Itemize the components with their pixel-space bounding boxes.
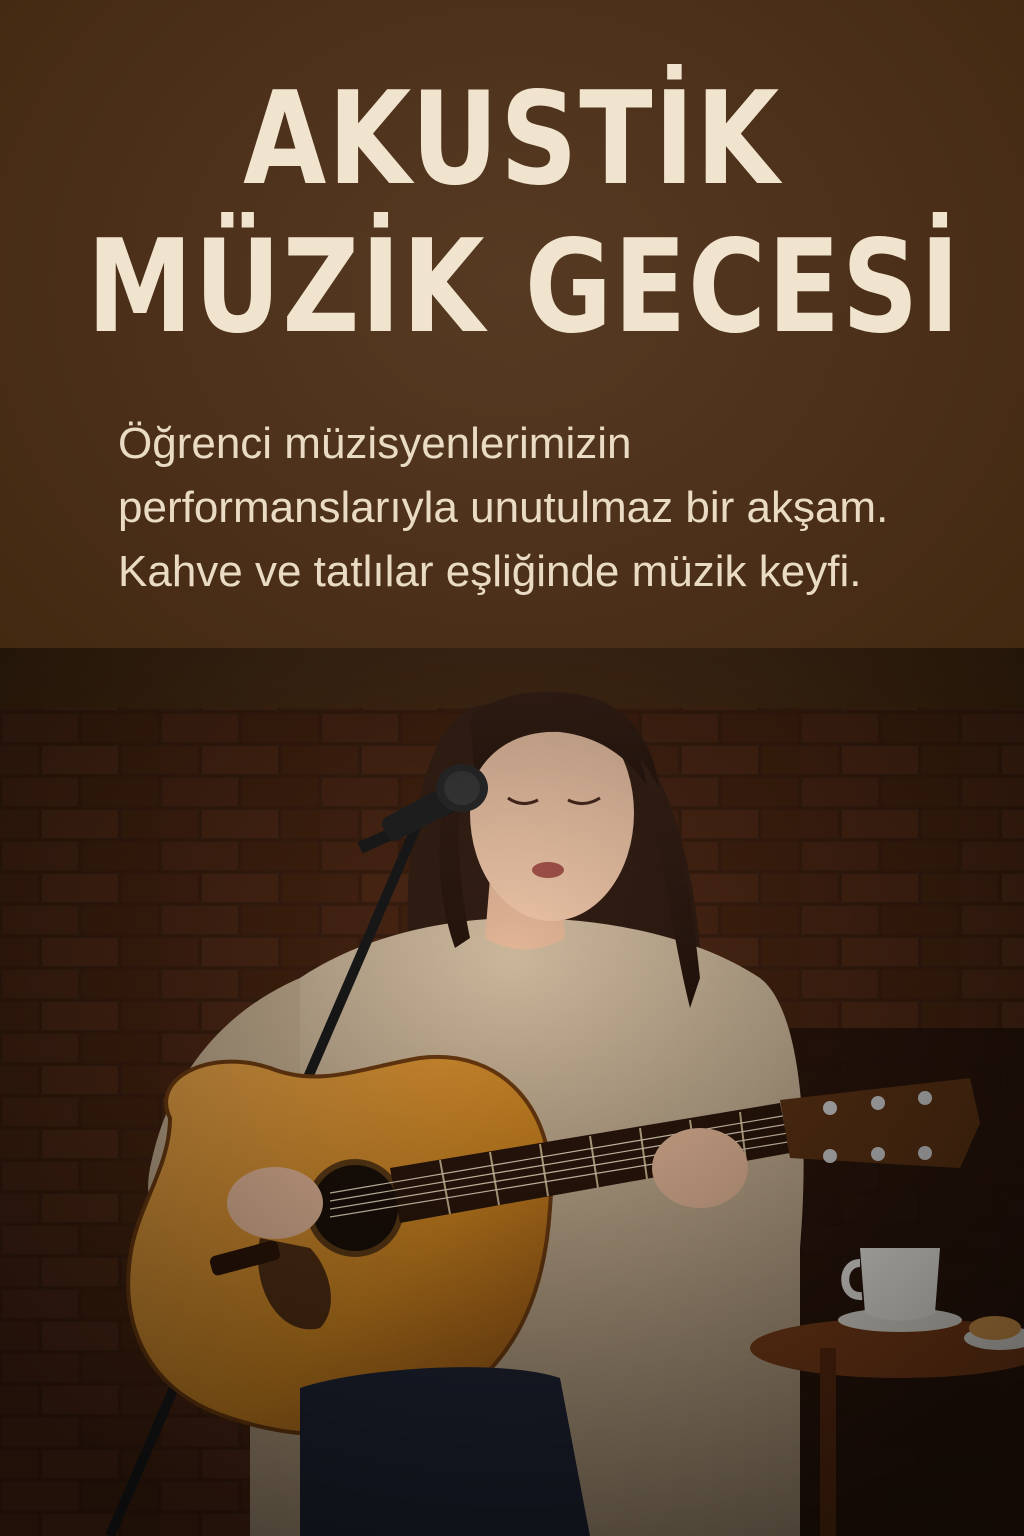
poster-title-line-1: AKUSTİK: [243, 65, 781, 214]
performer-illustration: [0, 648, 1024, 1536]
header-panel: [0, 0, 1024, 708]
event-description: Öğrenci müzisyenlerimizin performanslarıyla unutulmaz bir akşam. Kahve ve tatlılar eşliğinde müzik keyfi.: [118, 419, 889, 596]
performer-photo: [0, 708, 1024, 1536]
poster-title-line-2: MÜZİK GECESİ: [87, 213, 962, 362]
